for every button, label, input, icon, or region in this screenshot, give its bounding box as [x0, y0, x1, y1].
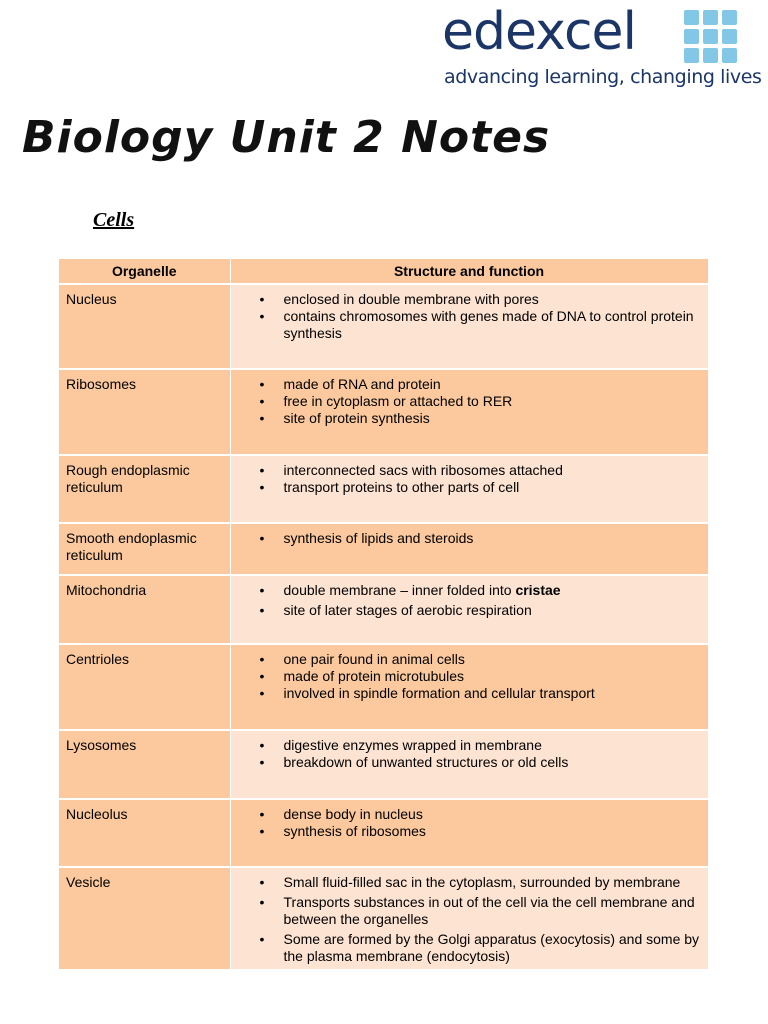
- structure-function-cell: [230, 455, 708, 523]
- section-title: Cells: [93, 209, 135, 231]
- bullet-point: • involved in spindle formation and cellular transport: [284, 685, 702, 702]
- organelle-name: Nucleus: [59, 284, 230, 369]
- table-row: [59, 644, 708, 730]
- column-header-structure-function: Structure and function: [230, 259, 708, 284]
- organelle-name: Ribosomes: [59, 369, 230, 455]
- organelle-name: Rough endoplasmic reticulum: [59, 455, 230, 523]
- bullet-point: • Some are formed by the Golgi apparatus (exocytosis) and some by the plasma membrane (endocytosis): [284, 931, 702, 965]
- organelle-name: Lysosomes: [59, 730, 230, 799]
- bullet-list: [238, 651, 702, 702]
- bullet-list: [238, 530, 702, 547]
- bullet-list: [238, 737, 702, 771]
- table-row: [59, 799, 708, 867]
- bullet-point: • synthesis of ribosomes: [284, 823, 702, 840]
- bold-term-cristae: cristae: [515, 582, 561, 598]
- structure-function-cell: [230, 523, 708, 575]
- table-row: [59, 575, 708, 644]
- bullet-point: • made of RNA and protein: [284, 376, 702, 393]
- bullet-point: • breakdown of unwanted structures or old cells: [284, 754, 702, 771]
- bullet-list: [238, 874, 702, 965]
- bullet-point: [284, 582, 702, 599]
- bullet-point: • enclosed in double membrane with pores: [284, 291, 702, 308]
- organelle-name: Vesicle: [59, 867, 230, 970]
- logo-grid-icon: [684, 10, 738, 64]
- bullet-point: • one pair found in animal cells: [284, 651, 702, 668]
- table-row: [59, 730, 708, 799]
- bullet-point: • dense body in nucleus: [284, 806, 702, 823]
- organelle-name: Mitochondria: [59, 575, 230, 644]
- structure-function-cell: [230, 575, 708, 644]
- structure-function-cell: [230, 867, 708, 970]
- bullet-list: [238, 376, 702, 427]
- table-row: [59, 369, 708, 455]
- structure-function-cell: [230, 644, 708, 730]
- bullet-point: • made of protein microtubules: [284, 668, 702, 685]
- table-row: [59, 523, 708, 575]
- logo-wordmark: edexcel: [442, 2, 636, 62]
- bullet-point: • digestive enzymes wrapped in membrane: [284, 737, 702, 754]
- bullet-list: [238, 806, 702, 840]
- bullet-point: • synthesis of lipids and steroids: [284, 530, 702, 547]
- bullet-point: • free in cytoplasm or attached to RER: [284, 393, 702, 410]
- edexcel-logo: [442, 2, 762, 92]
- table-row: [59, 284, 708, 369]
- table-header-row: [59, 259, 708, 284]
- bullet-point: • Transports substances in out of the cell via the cell membrane and between the organelles: [284, 894, 702, 928]
- organelle-name: Smooth endoplasmic reticulum: [59, 523, 230, 575]
- table-row: [59, 455, 708, 523]
- document-title: Biology Unit 2 Notes: [22, 112, 551, 163]
- bullet-list: [238, 462, 702, 496]
- bullet-point: • site of later stages of aerobic respiration: [284, 602, 702, 619]
- bullet-point: • transport proteins to other parts of cell: [284, 479, 702, 496]
- bullet-list: [238, 582, 702, 619]
- bullet-point: • contains chromosomes with genes made of DNA to control protein synthesis: [284, 308, 702, 342]
- bullet-point: • Small fluid-filled sac in the cytoplasm, surrounded by membrane: [284, 874, 702, 891]
- bullet-point: • interconnected sacs with ribosomes attached: [284, 462, 702, 479]
- organelle-name: Centrioles: [59, 644, 230, 730]
- bullet-text: double membrane – inner folded into: [283, 582, 512, 598]
- structure-function-cell: [230, 799, 708, 867]
- organelle-table: [59, 259, 709, 971]
- structure-function-cell: [230, 284, 708, 369]
- bullet-list: [238, 291, 702, 342]
- logo-tagline: advancing learning, changing lives: [444, 66, 762, 88]
- table-row: [59, 867, 708, 970]
- structure-function-cell: [230, 369, 708, 455]
- bullet-point: • site of protein synthesis: [284, 410, 702, 427]
- structure-function-cell: [230, 730, 708, 799]
- organelle-name: Nucleolus: [59, 799, 230, 867]
- column-header-organelle: Organelle: [59, 259, 230, 284]
